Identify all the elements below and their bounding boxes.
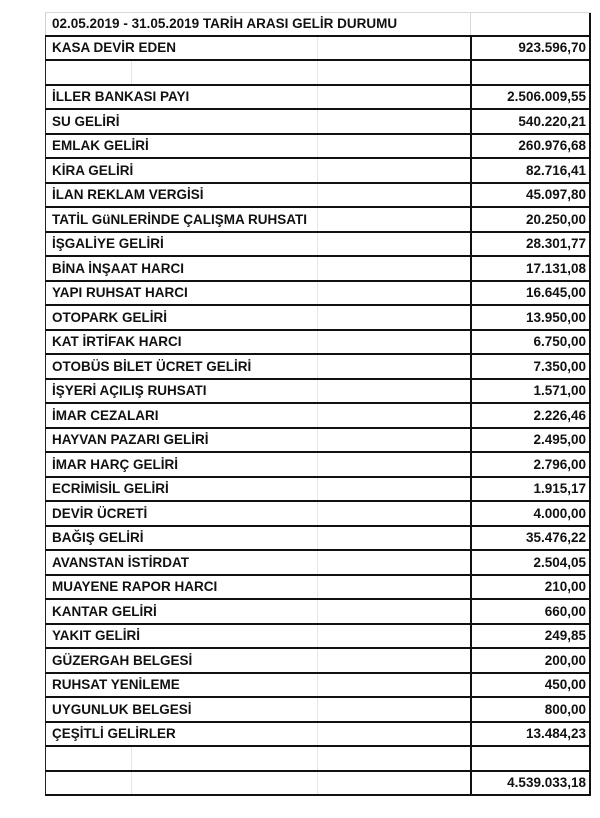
income-label-cell[interactable] (45, 600, 470, 623)
income-row (45, 184, 591, 209)
income-row (45, 649, 591, 674)
income-row (45, 331, 591, 356)
income-label: YAPI RUHSAT HARCI (52, 285, 188, 301)
income-label: İŞGALİYE GELİRİ (52, 236, 164, 252)
income-label-cell[interactable] (45, 86, 470, 109)
income-value[interactable]: 2.796,00 (470, 453, 591, 476)
income-row (45, 159, 591, 184)
income-row (45, 527, 591, 552)
income-label: BİNA İNŞAAT HARCI (52, 260, 184, 276)
income-value[interactable]: 1.915,17 (470, 478, 591, 501)
income-value[interactable]: 28.301,77 (470, 233, 591, 256)
income-row (45, 233, 591, 258)
income-label-cell[interactable] (45, 502, 470, 525)
income-value[interactable]: 2.506.009,55 (470, 86, 591, 109)
income-label: GÜZERGAH BELGESİ (52, 652, 193, 668)
income-value[interactable]: 20.250,00 (470, 208, 591, 231)
income-value[interactable]: 6.750,00 (470, 331, 591, 354)
income-label: İŞYERİ AÇILIŞ RUHSATI (52, 383, 207, 399)
income-value[interactable]: 800,00 (470, 698, 591, 721)
title-value-cell[interactable] (470, 13, 591, 35)
income-label: MUAYENE RAPOR HARCI (52, 579, 218, 595)
blank-row (45, 61, 591, 86)
income-label-cell[interactable] (45, 331, 470, 354)
income-value[interactable]: 2.495,00 (470, 429, 591, 452)
income-label-cell[interactable] (45, 184, 470, 207)
income-row (45, 86, 591, 111)
income-value[interactable]: 13.950,00 (470, 306, 591, 329)
income-row (45, 723, 591, 748)
total-row (45, 772, 591, 797)
income-value[interactable]: 540.220,21 (470, 110, 591, 133)
income-label-cell[interactable] (45, 355, 470, 378)
income-row (45, 135, 591, 160)
income-value[interactable]: 2.226,46 (470, 404, 591, 427)
income-row (45, 110, 591, 135)
income-label-cell[interactable] (45, 429, 470, 452)
income-label-cell[interactable] (45, 723, 470, 746)
income-label: UYGUNLUK BELGESİ (52, 701, 192, 717)
income-label-cell[interactable] (45, 257, 470, 280)
opening-balance-label: KASA DEVİR EDEN (52, 40, 177, 56)
income-label: İMAR CEZALARI (52, 407, 159, 423)
income-label: YAKIT GELİRİ (52, 628, 141, 644)
income-row (45, 380, 591, 405)
income-value[interactable]: 4.000,00 (470, 502, 591, 525)
income-label-cell[interactable] (45, 159, 470, 182)
income-label-cell[interactable] (45, 674, 470, 697)
income-label: İMAR HARÇ GELİRİ (52, 456, 178, 472)
total-value[interactable]: 4.539.033,18 (470, 772, 591, 795)
opening-balance-value[interactable]: 923.596,70 (470, 37, 591, 60)
income-label: OTOBÜS BİLET ÜCRET GELİRİ (52, 358, 252, 374)
blank-value-cell[interactable] (470, 747, 591, 770)
income-items (45, 86, 591, 748)
income-label-cell[interactable] (45, 576, 470, 599)
blank-value-cell[interactable] (470, 61, 591, 84)
income-value[interactable]: 450,00 (470, 674, 591, 697)
income-value[interactable]: 13.484,23 (470, 723, 591, 746)
income-row (45, 478, 591, 503)
income-value[interactable]: 200,00 (470, 649, 591, 672)
income-label: EMLAK GELİRİ (52, 138, 149, 154)
income-label: ÇEŞİTLİ GELİRLER (52, 726, 176, 742)
income-label-cell[interactable] (45, 380, 470, 403)
blank-label-cell[interactable] (45, 747, 470, 770)
income-label: KİRA GELİRİ (52, 162, 134, 178)
income-row (45, 502, 591, 527)
income-label-cell[interactable] (45, 527, 470, 550)
income-label: RUHSAT YENİLEME (52, 677, 180, 693)
income-row (45, 600, 591, 625)
income-value[interactable]: 45.097,80 (470, 184, 591, 207)
income-label: HAYVAN PAZARI GELİRİ (52, 432, 209, 448)
income-label-cell[interactable] (45, 453, 470, 476)
income-label: KAT İRTİFAK HARCI (52, 334, 182, 350)
income-row (45, 208, 591, 233)
income-label: ECRİMİSİL GELİRİ (52, 481, 169, 497)
income-label: DEVİR ÜCRETİ (52, 505, 148, 521)
income-label-cell[interactable] (45, 306, 470, 329)
income-row (45, 257, 591, 282)
income-label-cell[interactable] (45, 404, 470, 427)
income-value[interactable]: 260.976,68 (470, 135, 591, 158)
report-title-cell[interactable] (45, 13, 470, 35)
income-label-cell[interactable] (45, 478, 470, 501)
income-label-cell[interactable] (45, 208, 470, 231)
opening-balance-row (45, 37, 591, 62)
income-label-cell[interactable] (45, 282, 470, 305)
income-label: OTOPARK GELİRİ (52, 309, 168, 325)
income-value[interactable]: 210,00 (470, 576, 591, 599)
income-row (45, 576, 591, 601)
income-value[interactable]: 660,00 (470, 600, 591, 623)
income-label: SU GELİRİ (52, 113, 120, 129)
income-label-cell[interactable] (45, 649, 470, 672)
income-value[interactable]: 7.350,00 (470, 355, 591, 378)
income-row (45, 404, 591, 429)
blank-row (45, 747, 591, 772)
title-row (45, 12, 591, 37)
income-row (45, 282, 591, 307)
income-label: BAĞIŞ GELİRİ (52, 530, 144, 546)
income-value[interactable]: 249,85 (470, 625, 591, 648)
income-label: KANTAR GELİRİ (52, 603, 157, 619)
income-label: TATİL GüNLERİNDE ÇALIŞMA RUHSATI (52, 211, 307, 227)
income-label-cell[interactable] (45, 625, 470, 648)
blank-label-cell[interactable] (45, 61, 470, 84)
income-row (45, 355, 591, 380)
income-label-cell[interactable] (45, 551, 470, 574)
income-row (45, 698, 591, 723)
income-value[interactable]: 17.131,08 (470, 257, 591, 280)
income-value[interactable]: 35.476,22 (470, 527, 591, 550)
income-label: AVANSTAN İSTİRDAT (52, 554, 189, 570)
report-title: 02.05.2019 - 31.05.2019 TARİH ARASI GELİR DURUMU (52, 16, 398, 32)
income-value[interactable]: 1.571,00 (470, 380, 591, 403)
opening-balance-label-cell[interactable] (45, 37, 470, 60)
income-label-cell[interactable] (45, 110, 470, 133)
income-label: İLAN REKLAM VERGİSİ (52, 187, 204, 203)
income-label-cell[interactable] (45, 135, 470, 158)
income-row (45, 453, 591, 478)
total-label-cell[interactable] (45, 772, 470, 795)
income-row (45, 674, 591, 699)
income-label: İLLER BANKASI PAYI (52, 89, 190, 105)
income-row (45, 551, 591, 576)
income-label-cell[interactable] (45, 233, 470, 256)
income-statement-table (45, 12, 591, 796)
income-label-cell[interactable] (45, 698, 470, 721)
income-value[interactable]: 2.504,05 (470, 551, 591, 574)
income-row (45, 625, 591, 650)
income-value[interactable]: 82.716,41 (470, 159, 591, 182)
income-row (45, 306, 591, 331)
income-value[interactable]: 16.645,00 (470, 282, 591, 305)
income-row (45, 429, 591, 454)
